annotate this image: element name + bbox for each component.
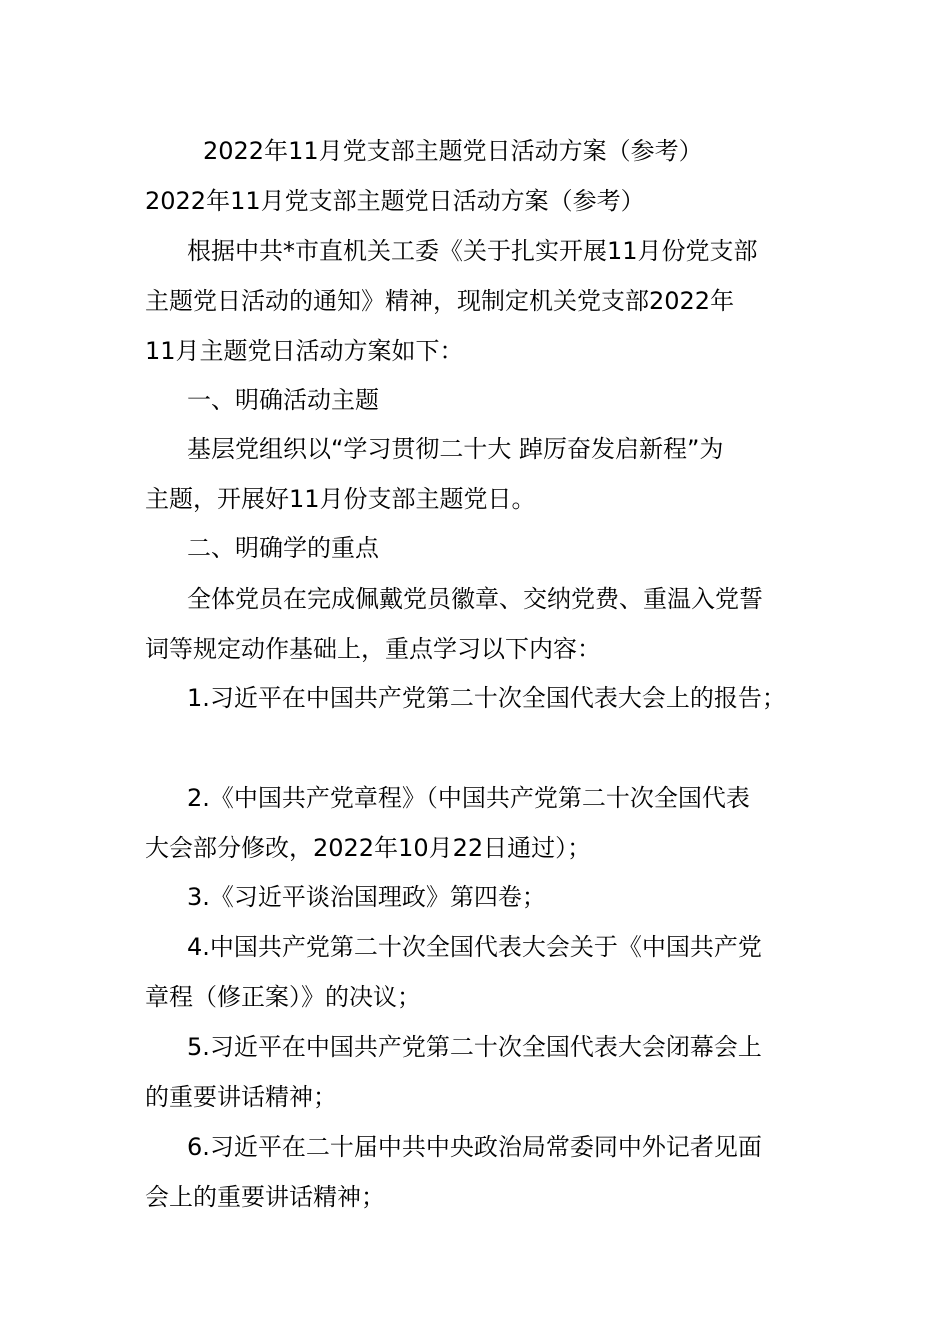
paragraph-line: 主题，开展好11月份支部主题党日。 [145, 485, 536, 513]
paragraph-line: 根据中共*市直机关工委《关于扎实开展11月份党支部 [187, 237, 758, 265]
list-item: 1.习近平在中国共产党第二十次全国代表大会上的报告； [187, 684, 786, 712]
paragraph-line: 主题党日活动的通知》精神，现制定机关党支部2022年 [145, 287, 735, 315]
list-item-continuation: 的重要讲话精神； [145, 1083, 337, 1111]
list-item: 3.《习近平谈治国理政》第四卷； [187, 883, 546, 911]
paragraph-line: 词等规定动作基础上，重点学习以下内容： [145, 635, 601, 663]
paragraph-line: 基层党组织以“学习贯彻二十大 踔厉奋发启新程”为 [187, 435, 724, 463]
list-item-continuation: 会上的重要讲话精神； [145, 1183, 385, 1211]
paragraph-line: 11月主题党日活动方案如下： [145, 337, 464, 365]
document-subtitle: 2022年11月党支部主题党日活动方案（参考） [145, 187, 645, 215]
list-item: 5.习近平在中国共产党第二十次全国代表大会闭幕会上 [187, 1033, 762, 1061]
list-item: 4.中国共产党第二十次全国代表大会关于《中国共产党 [187, 933, 762, 961]
section-heading: 一、明确活动主题 [187, 386, 379, 414]
list-item-continuation: 章程（修正案）》的决议； [145, 983, 421, 1011]
paragraph-line: 全体党员在完成佩戴党员徽章、交纳党费、重温入党誓 [187, 585, 763, 613]
section-heading: 二、明确学的重点 [187, 534, 379, 562]
list-item: 6.习近平在二十届中共中央政治局常委同中外记者见面 [187, 1133, 762, 1161]
list-item: 2.《中国共产党章程》（中国共产党第二十次全国代表 [187, 784, 750, 812]
list-item-continuation: 大会部分修改，2022年10月22日通过）； [145, 834, 592, 862]
document-title: 2022年11月党支部主题党日活动方案（参考） [203, 137, 703, 165]
